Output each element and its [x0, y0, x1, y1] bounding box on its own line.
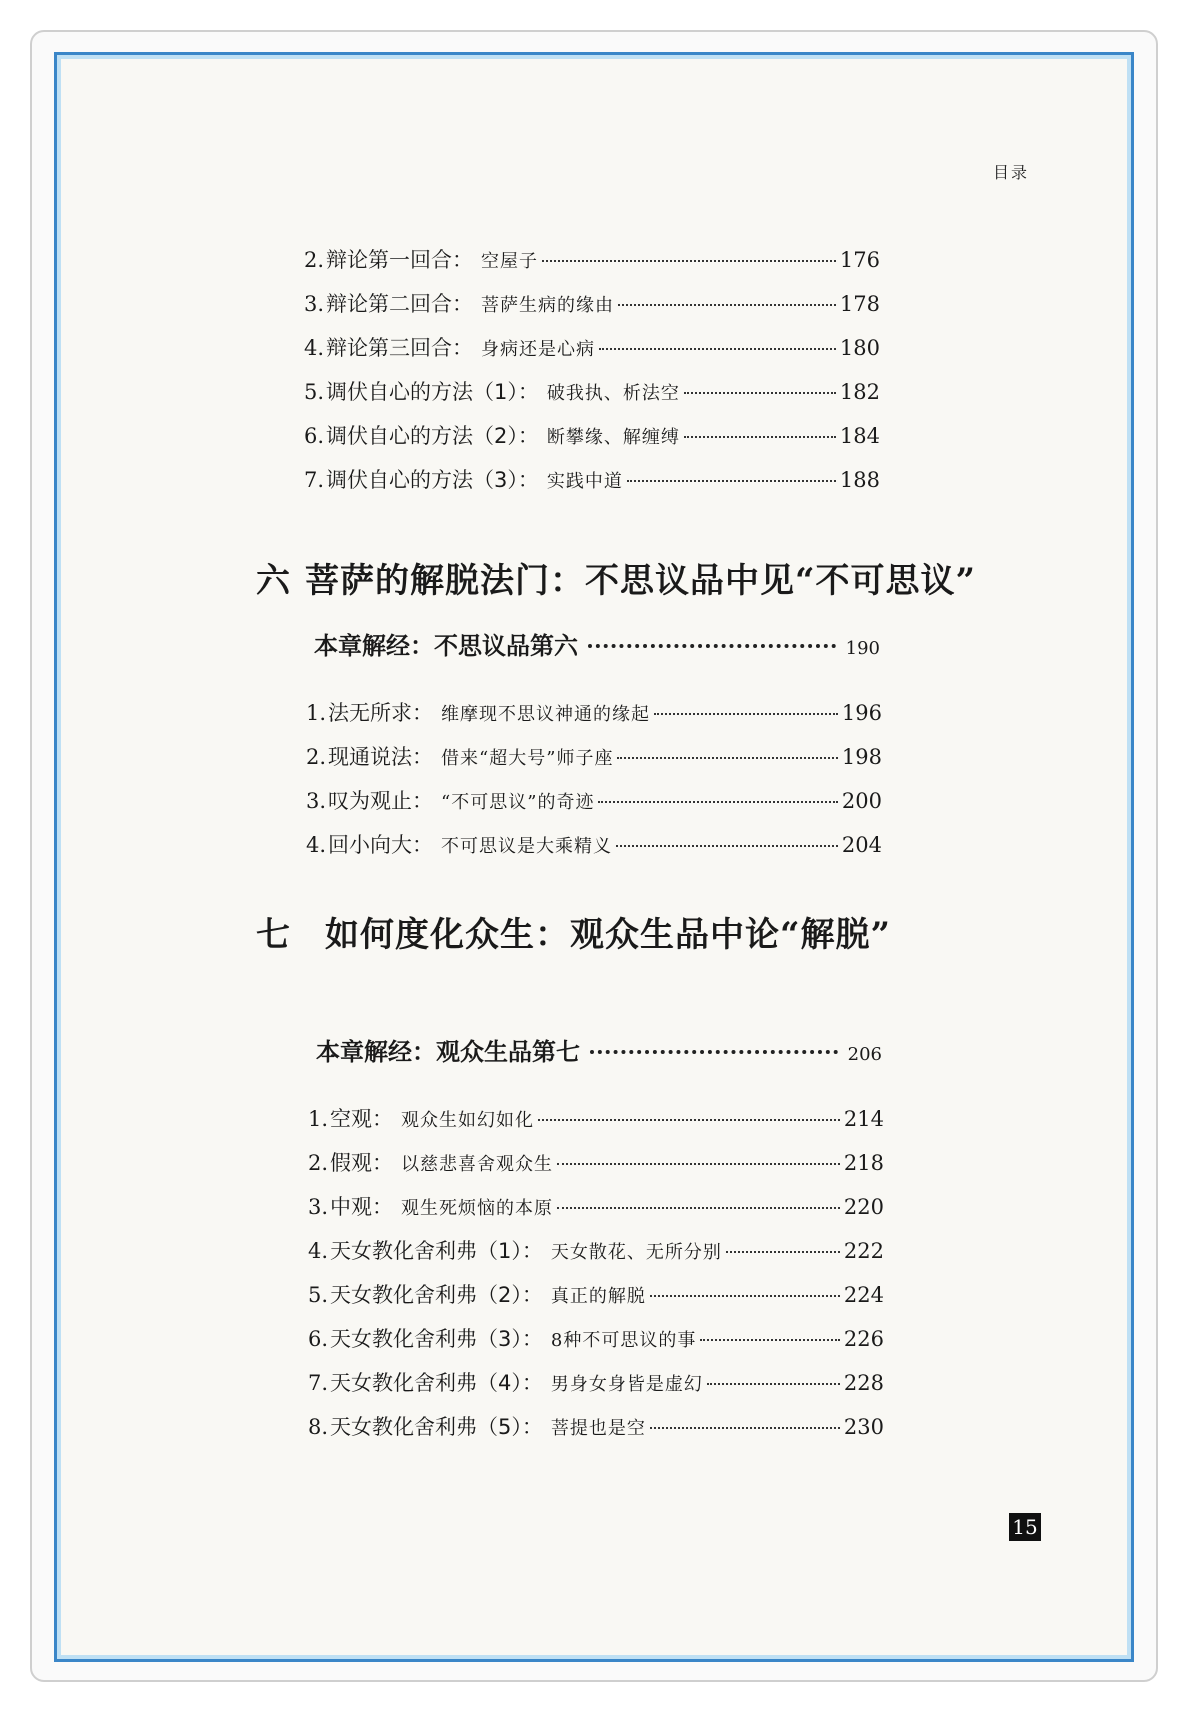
- entry-number: 2.: [304, 248, 325, 272]
- entry-number: 2.: [308, 1151, 329, 1175]
- entry-subtitle: “不可思议”的奇迹: [441, 792, 595, 813]
- entry-title: 辩论第一回合：: [326, 248, 474, 272]
- entry-page: 182: [839, 380, 880, 404]
- toc-entry[interactable]: [308, 1103, 884, 1133]
- entry-page: 184: [839, 424, 880, 448]
- chapter-number: 七: [256, 915, 291, 955]
- entry-subtitle: 身病还是心病: [481, 339, 596, 360]
- entry-page: 180: [839, 336, 880, 360]
- entry-title: 辩论第二回合：: [326, 292, 474, 316]
- leader-dots: [654, 713, 838, 715]
- leader-dots: [617, 757, 837, 759]
- entry-number: 3.: [308, 1195, 329, 1219]
- summary-label: 本章解经：不思议品第六: [314, 631, 578, 660]
- entry-subtitle: 破我执、析法空: [546, 383, 680, 404]
- entry-title: 天女教化舍利弗（5）：: [330, 1415, 543, 1439]
- entry-page: 214: [843, 1107, 884, 1131]
- toc-entry[interactable]: [308, 1323, 884, 1353]
- entry-page: 218: [843, 1151, 884, 1175]
- toc-entry[interactable]: [304, 420, 880, 450]
- leader-dots: [650, 1427, 840, 1429]
- entry-title: 叹为观止：: [328, 789, 434, 813]
- toc-entry[interactable]: [306, 741, 882, 771]
- entry-title: 调伏自心的方法（1）：: [326, 380, 539, 404]
- leader-dots: [588, 644, 836, 648]
- entry-title: 辩论第三回合：: [326, 336, 474, 360]
- entry-subtitle: 不可思议是大乘精义: [441, 836, 613, 857]
- entry-subtitle: 实践中道: [546, 471, 623, 492]
- summary-label: 本章解经：观众生品第七: [316, 1037, 580, 1066]
- entry-title: 回小向大：: [328, 833, 434, 857]
- entry-subtitle: 8种不可思议的事: [550, 1330, 697, 1351]
- entry-subtitle: 菩萨生病的缘由: [481, 295, 615, 316]
- toc-entry[interactable]: [304, 288, 880, 318]
- leader-dots: [618, 304, 836, 306]
- entry-title: 天女教化舍利弗（1）：: [330, 1239, 543, 1263]
- entry-page: 190: [845, 638, 880, 659]
- entry-subtitle: 借来“超大号”师子座: [441, 748, 614, 769]
- toc-entry[interactable]: [306, 697, 882, 727]
- entry-number: 6.: [308, 1327, 329, 1351]
- leader-dots: [726, 1251, 840, 1253]
- entry-number: 7.: [308, 1371, 329, 1395]
- chapter-title: 菩萨的解脱法门：不思议品中见“不可思议”: [305, 561, 977, 601]
- entry-title: 中观：: [330, 1195, 394, 1219]
- entry-number: 1.: [308, 1107, 329, 1131]
- leader-dots: [542, 260, 836, 262]
- leader-dots: [599, 348, 836, 350]
- toc-entry[interactable]: [306, 829, 882, 859]
- leader-dots: [684, 436, 836, 438]
- entry-page: 226: [843, 1327, 884, 1351]
- leader-dots: [650, 1295, 840, 1297]
- entry-title: 调伏自心的方法（2）：: [326, 424, 539, 448]
- entry-number: 3.: [306, 789, 327, 813]
- entry-number: 5.: [308, 1283, 329, 1307]
- entry-page: 200: [841, 789, 882, 813]
- entry-number: 4.: [306, 833, 327, 857]
- toc-entry[interactable]: [308, 1147, 884, 1177]
- entry-number: 6.: [304, 424, 325, 448]
- chapter-summary-entry[interactable]: [316, 1032, 882, 1067]
- leader-dots: [684, 392, 836, 394]
- entry-number: 4.: [304, 336, 325, 360]
- leader-dots: [590, 1050, 838, 1054]
- chapter-summary-entry[interactable]: [314, 626, 880, 661]
- entry-title: 天女教化舍利弗（4）：: [330, 1371, 543, 1395]
- toc-entry[interactable]: [306, 785, 882, 815]
- entry-page: 220: [843, 1195, 884, 1219]
- entry-number: 7.: [304, 468, 325, 492]
- running-header: 目录: [993, 163, 1030, 182]
- page-number: 15: [1009, 1513, 1041, 1541]
- entry-page: 206: [847, 1044, 882, 1065]
- entry-page: 204: [841, 833, 882, 857]
- entry-page: 176: [839, 248, 880, 272]
- toc-entry[interactable]: [304, 464, 880, 494]
- entry-page: 188: [839, 468, 880, 492]
- toc-entry[interactable]: [308, 1411, 884, 1441]
- chapter-heading[interactable]: [256, 553, 976, 602]
- toc-entry[interactable]: [304, 332, 880, 362]
- entry-page: 228: [843, 1371, 884, 1395]
- leader-dots: [616, 845, 838, 847]
- chapter-number: 六: [256, 561, 291, 601]
- leader-dots: [598, 801, 837, 803]
- entry-title: 现通说法：: [328, 745, 434, 769]
- entry-subtitle: 观众生如幻如化: [401, 1110, 535, 1131]
- entry-title: 法无所求：: [328, 701, 434, 725]
- entry-page: 178: [839, 292, 880, 316]
- entry-page: 196: [841, 701, 882, 725]
- toc-entry[interactable]: [308, 1235, 884, 1265]
- toc-entry[interactable]: [308, 1367, 884, 1397]
- entry-page: 198: [841, 745, 882, 769]
- entry-subtitle: 天女散花、无所分别: [550, 1242, 722, 1263]
- entry-title: 空观：: [330, 1107, 394, 1131]
- entry-title: 调伏自心的方法（3）：: [326, 468, 539, 492]
- leader-dots: [538, 1119, 840, 1121]
- leader-dots: [627, 480, 836, 482]
- toc-entry[interactable]: [308, 1279, 884, 1309]
- entry-subtitle: 男身女身皆是虚幻: [550, 1374, 703, 1395]
- entry-title: 天女教化舍利弗（3）：: [330, 1327, 543, 1351]
- entry-page: 222: [843, 1239, 884, 1263]
- entry-number: 1.: [306, 701, 327, 725]
- entry-number: 4.: [308, 1239, 329, 1263]
- entry-number: 8.: [308, 1415, 329, 1439]
- entry-subtitle: 断攀缘、解缠缚: [546, 427, 680, 448]
- entry-subtitle: 菩提也是空: [550, 1418, 646, 1439]
- leader-dots: [707, 1383, 840, 1385]
- entry-subtitle: 真正的解脱: [550, 1286, 646, 1307]
- entry-title: 假观：: [330, 1151, 394, 1175]
- entry-number: 5.: [304, 380, 325, 404]
- leader-dots: [557, 1207, 840, 1209]
- entry-subtitle: 维摩现不思议神通的缘起: [441, 704, 651, 725]
- toc-entry[interactable]: [308, 1191, 884, 1221]
- toc-entry[interactable]: [304, 244, 880, 274]
- toc-entry[interactable]: [304, 376, 880, 406]
- leader-dots: [557, 1163, 840, 1165]
- chapter-heading[interactable]: [256, 907, 891, 956]
- entry-title: 天女教化舍利弗（2）：: [330, 1283, 543, 1307]
- entry-number: 3.: [304, 292, 325, 316]
- entry-page: 224: [843, 1283, 884, 1307]
- entry-subtitle: 以慈悲喜舍观众生: [401, 1154, 554, 1175]
- leader-dots: [700, 1339, 840, 1341]
- chapter-title: 如何度化众生：观众生品中论“解脱”: [325, 915, 892, 955]
- entry-page: 230: [843, 1415, 884, 1439]
- entry-subtitle: 空屋子: [481, 251, 539, 272]
- entry-subtitle: 观生死烦恼的本原: [401, 1198, 554, 1219]
- entry-number: 2.: [306, 745, 327, 769]
